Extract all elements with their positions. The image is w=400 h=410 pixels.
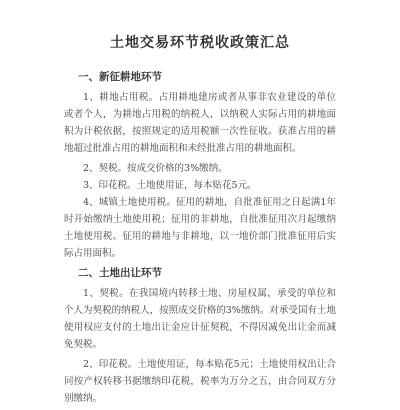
paragraph: 2、契税。按成交价格的3%缴纳。 [83, 163, 228, 174]
paragraph: 1、耕地占用税。占用耕地建房或者从事非农业建设的单位或者个人，为耕地占用税的纳税人，以纳税人实际占用的耕地面积为计税依据，按照规定的适用税额一次性征收。获准占用的耕地超过批准占用的耕地面积和未经批准占用的耕地面积。 [64, 92, 336, 154]
paragraph: 1、契税。在我国境内转移土地、房屋权属，承受的单位和个人为契税的纳税人，按照成交价格的3%缴纳。对承受国有土地使用权应支付的土地出让金应计征契税，不得因减免出让金而减免契税。 [64, 288, 336, 350]
document-title: 土地交易环节税收政策汇总 [110, 35, 290, 51]
paragraph: 4、城镇土地使用税。征用的耕地，自批准征用之日起满1年时开始缴纳土地使用税；征用的非耕地，自批准征用次月起缴纳土地使用税。征用的耕地与非耕地，以一地价部门批准征用后实际占用面积。 [64, 197, 336, 259]
document-body [64, 66, 336, 407]
section-heading: 二、土地出让环节 [78, 267, 162, 279]
section-heading: 一、新征耕地环节 [78, 71, 162, 83]
paragraph: 2、印花税。土地使用证，每本贴花5元；土地使用权出让合同按产权转移书据缴纳印花税，税率为万分之五，由合同双方分别缴纳。 [64, 359, 336, 404]
paragraph: 3、印花税。土地使用证，每本贴花5元。 [83, 180, 257, 191]
